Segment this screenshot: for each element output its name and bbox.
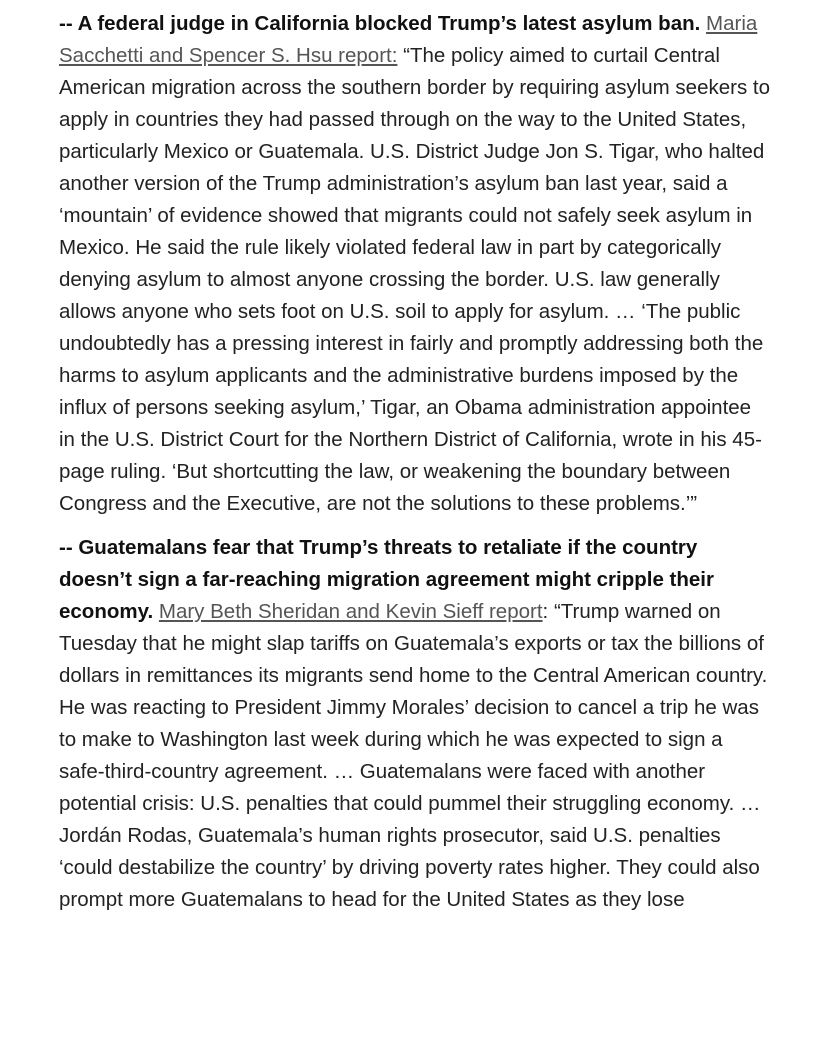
article-content	[59, 8, 771, 916]
news-headline: -- Guatemalans fear that Trump’s threats to retaliate if the country doesn’t sign a far-reaching migration agreement might cripple their economy.	[59, 536, 714, 623]
news-item-asylum-ban	[59, 8, 771, 520]
news-body: “The policy aimed to curtail Central American migration across the southern border by requiring asylum seekers to apply in countries they had passed through on the way to the United States, particularly Mexico or Guatemala. U.S. District Judge Jon S. Tigar, who halted another version of the Trump administration’s asylum ban last year, said a ‘mountain’ of evidence showed that migrants could not safely seek asylum in Mexico. He said the rule likely violated federal law in part by categorically denying asylum to almost anyone crossing the border. U.S. law generally allows anyone who sets foot on U.S. soil to apply for asylum. … ‘The public undoubtedly has a pressing interest in fairly and promptly addressing both the harms to asylum applicants and the administrative burdens imposed by the influx of persons seeking asylum,’ Tigar, an Obama administration appointee in the U.S. District Court for the Northern District of California, wrote in his 45-page ruling. ‘But shortcutting the law, or weakening the boundary between Congress and the Executive, are not the solutions to these problems.’”	[59, 44, 770, 515]
byline-separator: :	[542, 600, 554, 623]
news-headline: -- A federal judge in California blocked Trump’s latest asylum ban.	[59, 12, 701, 35]
news-item-guatemala	[59, 532, 771, 916]
news-body: “Trump warned on Tuesday that he might slap tariffs on Guatemala’s exports or tax the billions of dollars in remittances its migrants send home to the Central American country. He was reacting to President Jimmy Morales’ decision to cancel a trip he was to make to Washington last week during which he was expected to sign a safe-third-country agreement. … Guatemalans were faced with another potential crisis: U.S. penalties that could pummel their struggling economy. … Jordán Rodas, Guatemala’s human rights prosecutor, said U.S. penalties ‘could destabilize the country’ by driving poverty rates higher. They could also prompt more Guatemalans to head for the United States as they lose	[59, 600, 768, 911]
byline-link[interactable]: Mary Beth Sheridan and Kevin Sieff report	[158, 600, 543, 623]
byline-link[interactable]: Maria Sacchetti and Spencer S. Hsu report:	[59, 12, 758, 67]
